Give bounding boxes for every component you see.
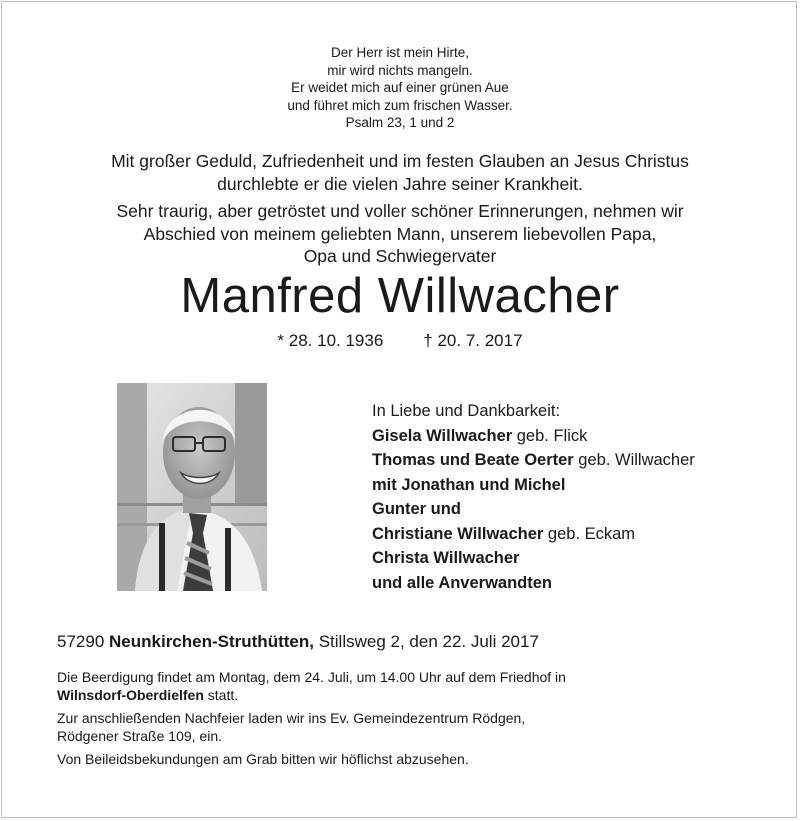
intro-line: Mit großer Geduld, Zufriedenheit und im festen Glauben an Jesus Christus (111, 151, 689, 171)
mourner-entry (372, 473, 772, 498)
deceased-name: Manfred Willwacher (180, 269, 620, 323)
psalm-quote (0, 44, 800, 132)
intro-line: Sehr traurig, aber getröstet und voller schöner Erinnerungen, nehmen wir (116, 201, 684, 221)
intro-text (0, 150, 800, 268)
mourner-maiden-name: geb. Willwacher (573, 451, 695, 469)
funeral-text: Die Beerdigung findet am Montag, dem 24. Juli, um 14.00 Uhr auf dem Friedhof in (57, 669, 566, 685)
mourner-maiden-name: geb. Eckam (543, 524, 636, 543)
mourner-entry (372, 546, 772, 571)
portrait-photo (117, 383, 267, 591)
address-street-date: Stillsweg 2, den 22. Juli 2017 (318, 632, 539, 651)
mourner-name: Gisela Willwacher (372, 426, 513, 445)
intro-paragraph-1 (0, 150, 800, 195)
psalm-line: mir wird nichts mangeln. (327, 62, 473, 78)
address-line (57, 632, 777, 652)
gathering-notice (57, 710, 777, 745)
mourners-heading: In Liebe und Dankbarkeit: (372, 402, 561, 420)
life-dates (0, 331, 800, 351)
mourner-name: Christa Willwacher (372, 549, 520, 567)
funeral-text-end: statt. (203, 686, 239, 703)
address-town: Neunkirchen-Struthütten, (109, 632, 314, 651)
death-date: † 20. 7. 2017 (423, 331, 523, 350)
gathering-text: Zur anschließenden Nachfeier laden wir ins Ev. Gemeindezentrum Rödgen, (57, 710, 526, 727)
funeral-notices (57, 669, 777, 775)
intro-paragraph-2 (0, 200, 800, 268)
psalm-line: Er weidet mich auf einer grünen Aue (291, 80, 509, 96)
mourner-entry (372, 497, 772, 522)
mourner-name: Thomas und Beate Oerter (372, 451, 574, 469)
mourner-entry (372, 448, 772, 473)
psalm-reference: Psalm 23, 1 und 2 (345, 115, 455, 131)
funeral-place: Wilnsdorf-Oberdielfen (57, 686, 204, 703)
psalm-line: und führet mich zum frischen Wasser. (287, 97, 513, 113)
intro-line: Abschied von meinem geliebten Mann, unserem liebevollen Papa, (143, 223, 657, 244)
condolence-notice: Von Beileidsbekundungen am Grab bitten wir höflichst abzusehen. (57, 751, 469, 768)
intro-line: Opa und Schwiegervater (303, 246, 497, 266)
mourner-entry (372, 571, 772, 596)
mourner-maiden-name: geb. Flick (512, 426, 588, 445)
gathering-address: Rödgener Straße 109, ein. (57, 727, 222, 744)
mourner-name: mit Jonathan und Michel (372, 475, 566, 494)
mourners-list (372, 399, 772, 595)
address-zip: 57290 (57, 632, 105, 651)
mourner-entry (372, 424, 772, 449)
mourner-name: Christiane Willwacher (372, 524, 544, 543)
birth-date: * 28. 10. 1936 (277, 331, 384, 350)
mourner-entry (372, 522, 772, 547)
psalm-line: Der Herr ist mein Hirte, (330, 45, 470, 60)
mourner-name: Gunter und (372, 500, 461, 518)
mourner-name: und alle Anverwandten (372, 573, 553, 592)
funeral-notice (57, 669, 777, 704)
intro-line: durchlebte er die vielen Jahre seiner Krankheit. (217, 173, 583, 194)
